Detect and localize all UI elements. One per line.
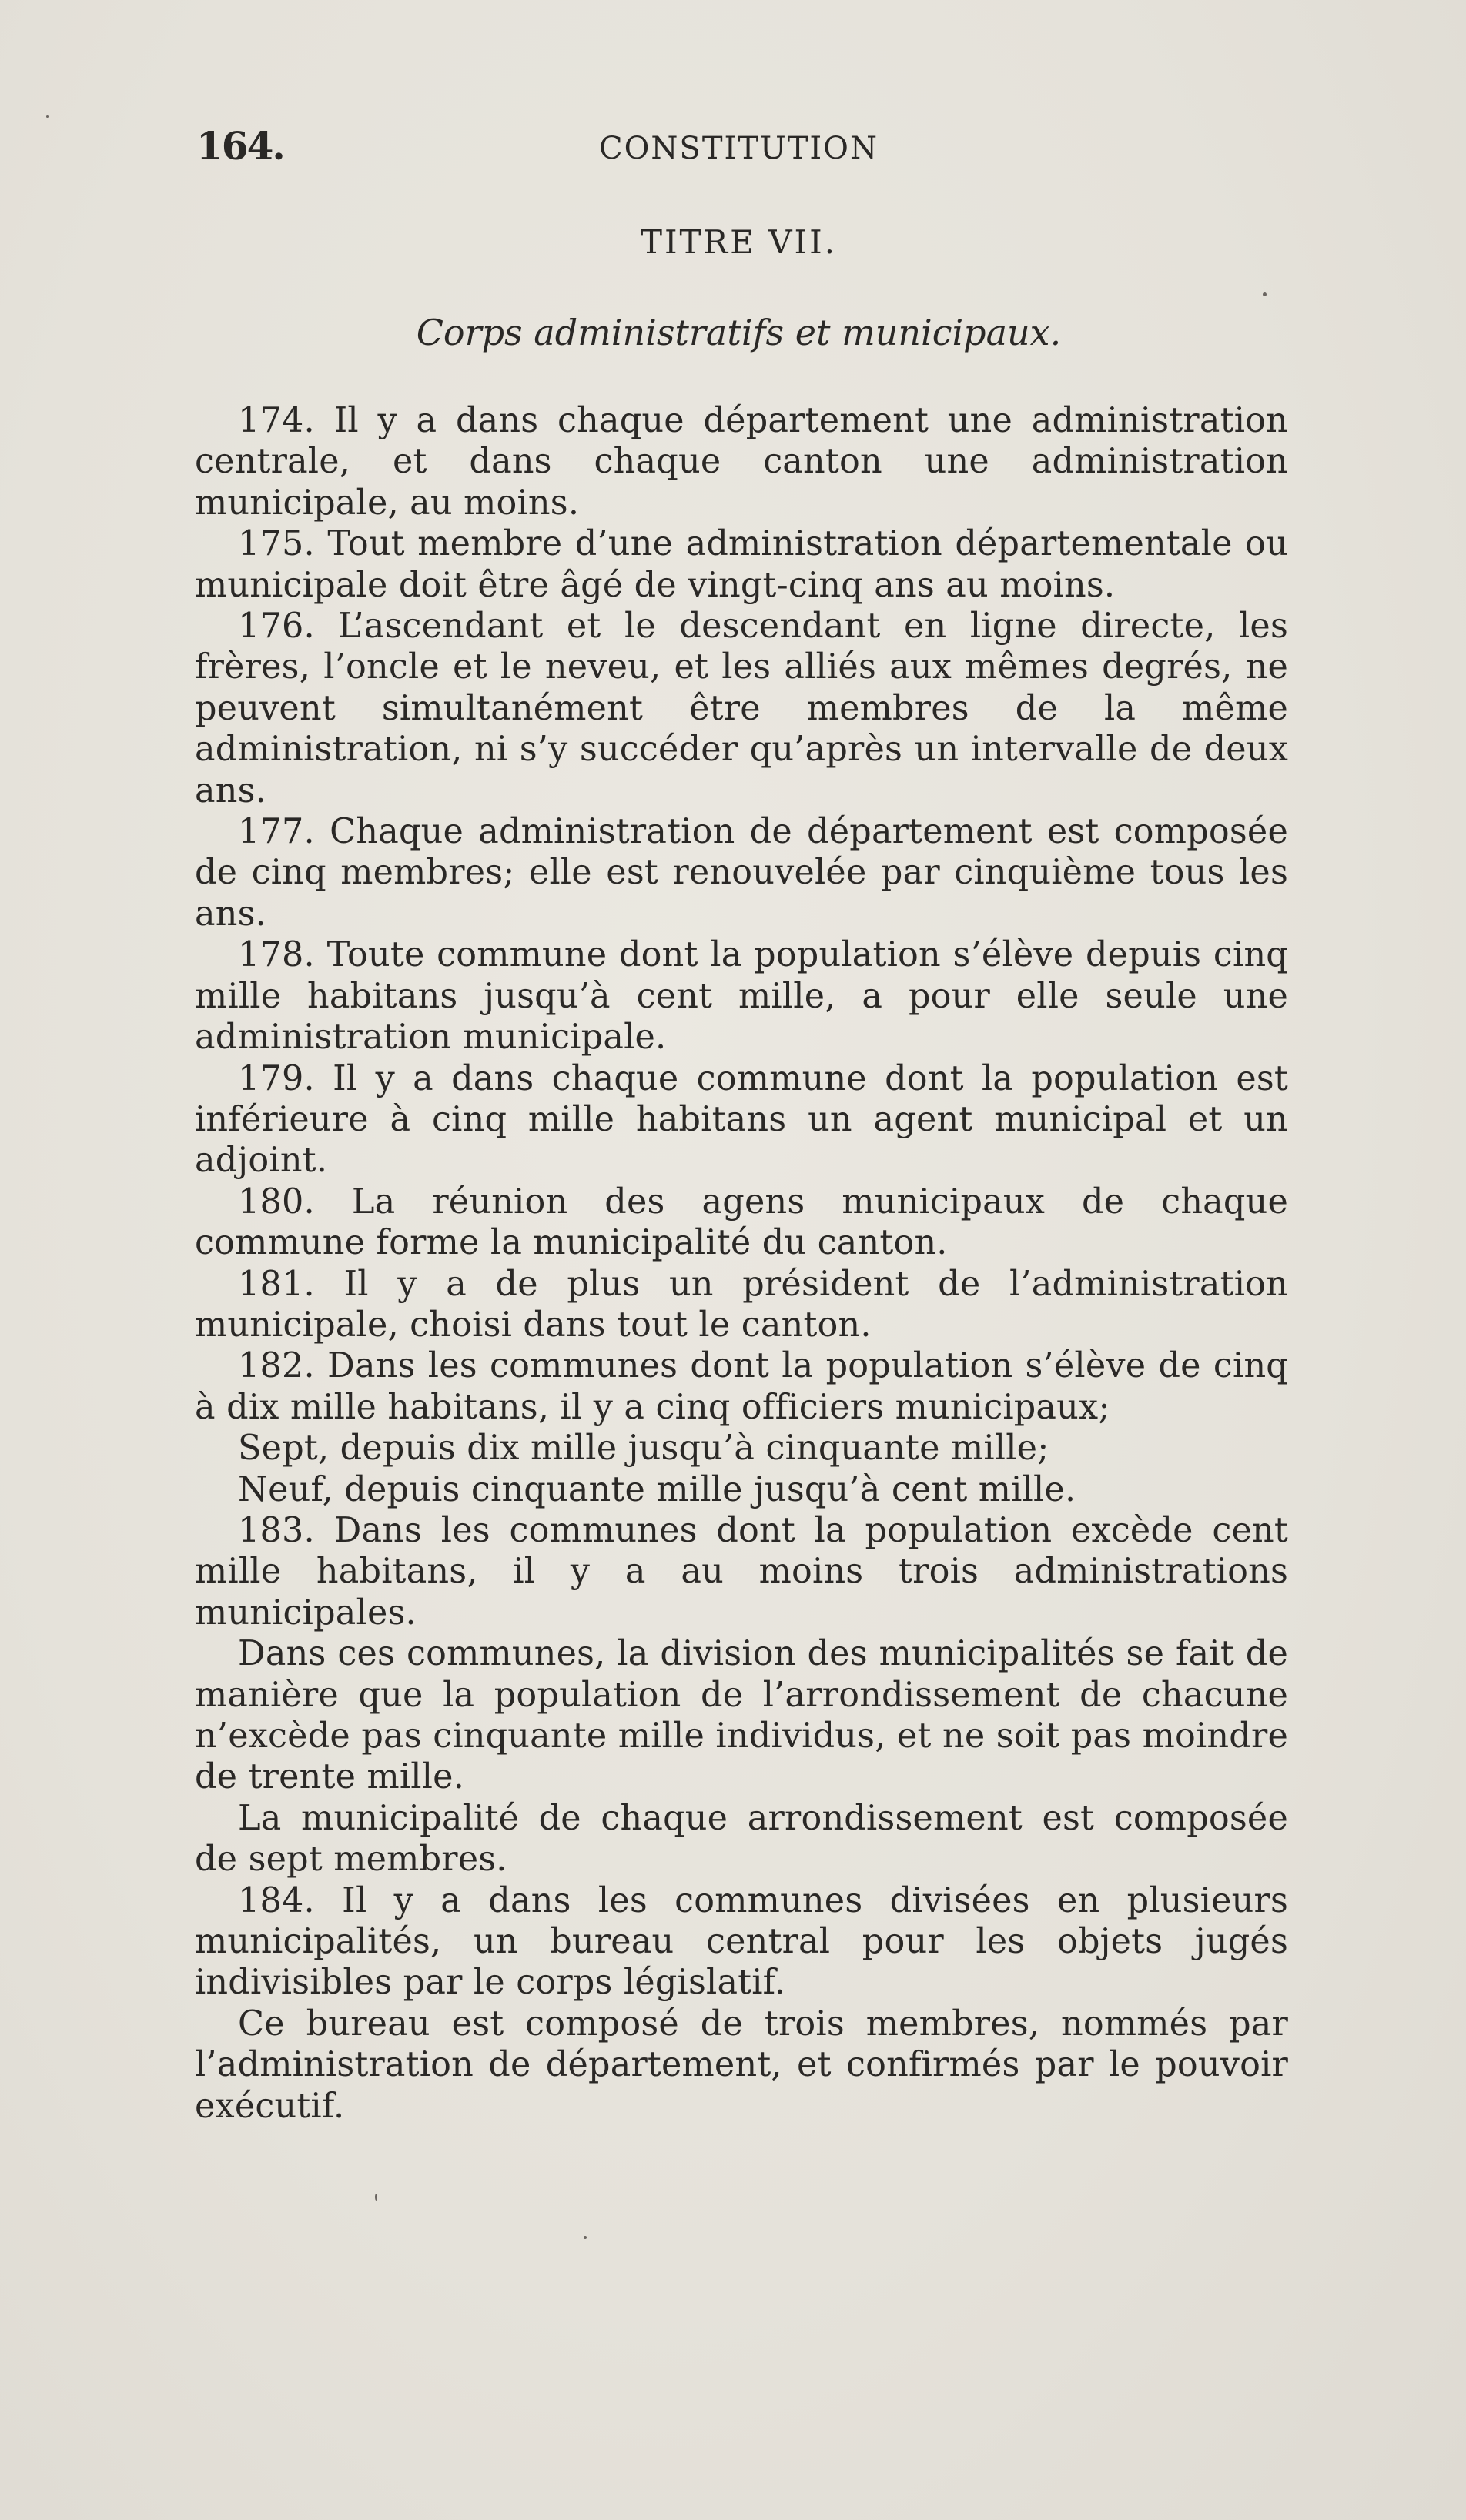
article-number: 180.: [238, 1181, 315, 1222]
article-text: Il y a de plus un président de l’administration municipale, choisi dans tout le canton.: [195, 1264, 1288, 1345]
article-text: Ce bureau est composé de trois membres, nommés par l’administration de département, et confirmés par le pouvoir exécutif.: [195, 2004, 1288, 2126]
article-number: 176.: [238, 607, 315, 647]
article-text: Dans ces communes, la division des municipalités se fait de manière que la population de l’arrondissement de chacune n’excède pas cinquante mille individus, et ne soit pas moindre de trente mille.: [195, 1634, 1288, 1797]
article-text: L’ascendant et le descendant en ligne directe, les frères, l’oncle et le neveu, et les alliés aux mêmes degrés, ne peuvent simultanément être membres de la même administration, ni s’y succéder qu’après un intervalle de deux ans.: [195, 607, 1288, 810]
article-number: 184.: [238, 1880, 315, 1920]
chapter-title: TITRE VII.: [640, 223, 838, 261]
article-paragraph: [195, 1510, 1288, 1633]
article-paragraph: [195, 606, 1288, 811]
article-paragraph: [195, 1264, 1288, 1346]
article-text: Neuf, depuis cinquante mille jusqu’à cent mille.: [238, 1469, 1076, 1509]
article-text: Il y a dans chaque commune dont la population est inférieure à cinq mille habitans un agent municipal et un adjoint.: [195, 1058, 1288, 1181]
continuation-paragraph: [195, 1633, 1288, 1798]
article-paragraph: [195, 1058, 1288, 1181]
article-text: Tout membre d’une administration départementale ou municipale doit être âgé de vingt-cinq ans au moins.: [195, 524, 1288, 605]
article-paragraph: [195, 1181, 1288, 1264]
article-paragraph: [195, 934, 1288, 1058]
running-head: CONSTITUTION: [599, 131, 879, 166]
article-number: 177.: [238, 812, 315, 852]
article-text: Toute commune dont la population s’élève depuis cinq mille habitans jusqu’à cent mille, a pour elle seule une administration municipale.: [195, 935, 1288, 1058]
paper-speck: [1263, 292, 1267, 296]
article-paragraph: [195, 400, 1288, 523]
article-number: 178.: [238, 935, 315, 975]
article-text: Dans les communes dont la population excède cent mille habitans, il y a au moins trois administrations municipales.: [195, 1510, 1288, 1633]
continuation-paragraph: [195, 2004, 1288, 2127]
article-paragraph: [195, 1345, 1288, 1428]
page-number: 164.: [196, 123, 284, 169]
article-text: Chaque administration de département est composée de cinq membres; elle est renouvelée par cinquième tous les ans.: [195, 812, 1288, 934]
article-paragraph: [195, 1880, 1288, 2004]
chapter-subtitle: Corps administratifs et municipaux.: [416, 312, 1062, 353]
article-text: Il y a dans les communes divisées en plusieurs municipalités, un bureau central pour les objets jugés indivisibles par le corps législatif.: [195, 1880, 1288, 2003]
continuation-paragraph: [195, 1798, 1288, 1880]
article-text: La réunion des agens municipaux de chaque commune forme la municipalité du canton.: [195, 1181, 1288, 1263]
article-body: [195, 400, 1288, 2127]
article-number: 174.: [238, 401, 315, 440]
article-number: 181.: [238, 1264, 315, 1304]
continuation-paragraph: [195, 1469, 1288, 1510]
paper-speck: [584, 2236, 587, 2239]
paper-speck: [46, 115, 49, 118]
article-number: 183.: [238, 1510, 315, 1550]
article-number: 182.: [238, 1346, 315, 1386]
article-paragraph: [195, 523, 1288, 606]
page-header: [196, 123, 1281, 177]
article-text: Dans les communes dont la population s’élève de cinq à dix mille habitans, il y a cinq officiers municipaux;: [195, 1346, 1288, 1427]
article-text: La municipalité de chaque arrondissement est composée de sept membres.: [195, 1798, 1288, 1880]
article-number: 175.: [238, 524, 315, 564]
continuation-paragraph: [195, 1428, 1288, 1469]
article-number: 179.: [238, 1058, 315, 1098]
article-text: Il y a dans chaque département une administration centrale, et dans chaque canton une administration municipale, au moins.: [195, 401, 1288, 523]
article-paragraph: [195, 811, 1288, 934]
paper-speck: [375, 2194, 377, 2201]
article-text: Sept, depuis dix mille jusqu’à cinquante mille;: [238, 1429, 1049, 1469]
